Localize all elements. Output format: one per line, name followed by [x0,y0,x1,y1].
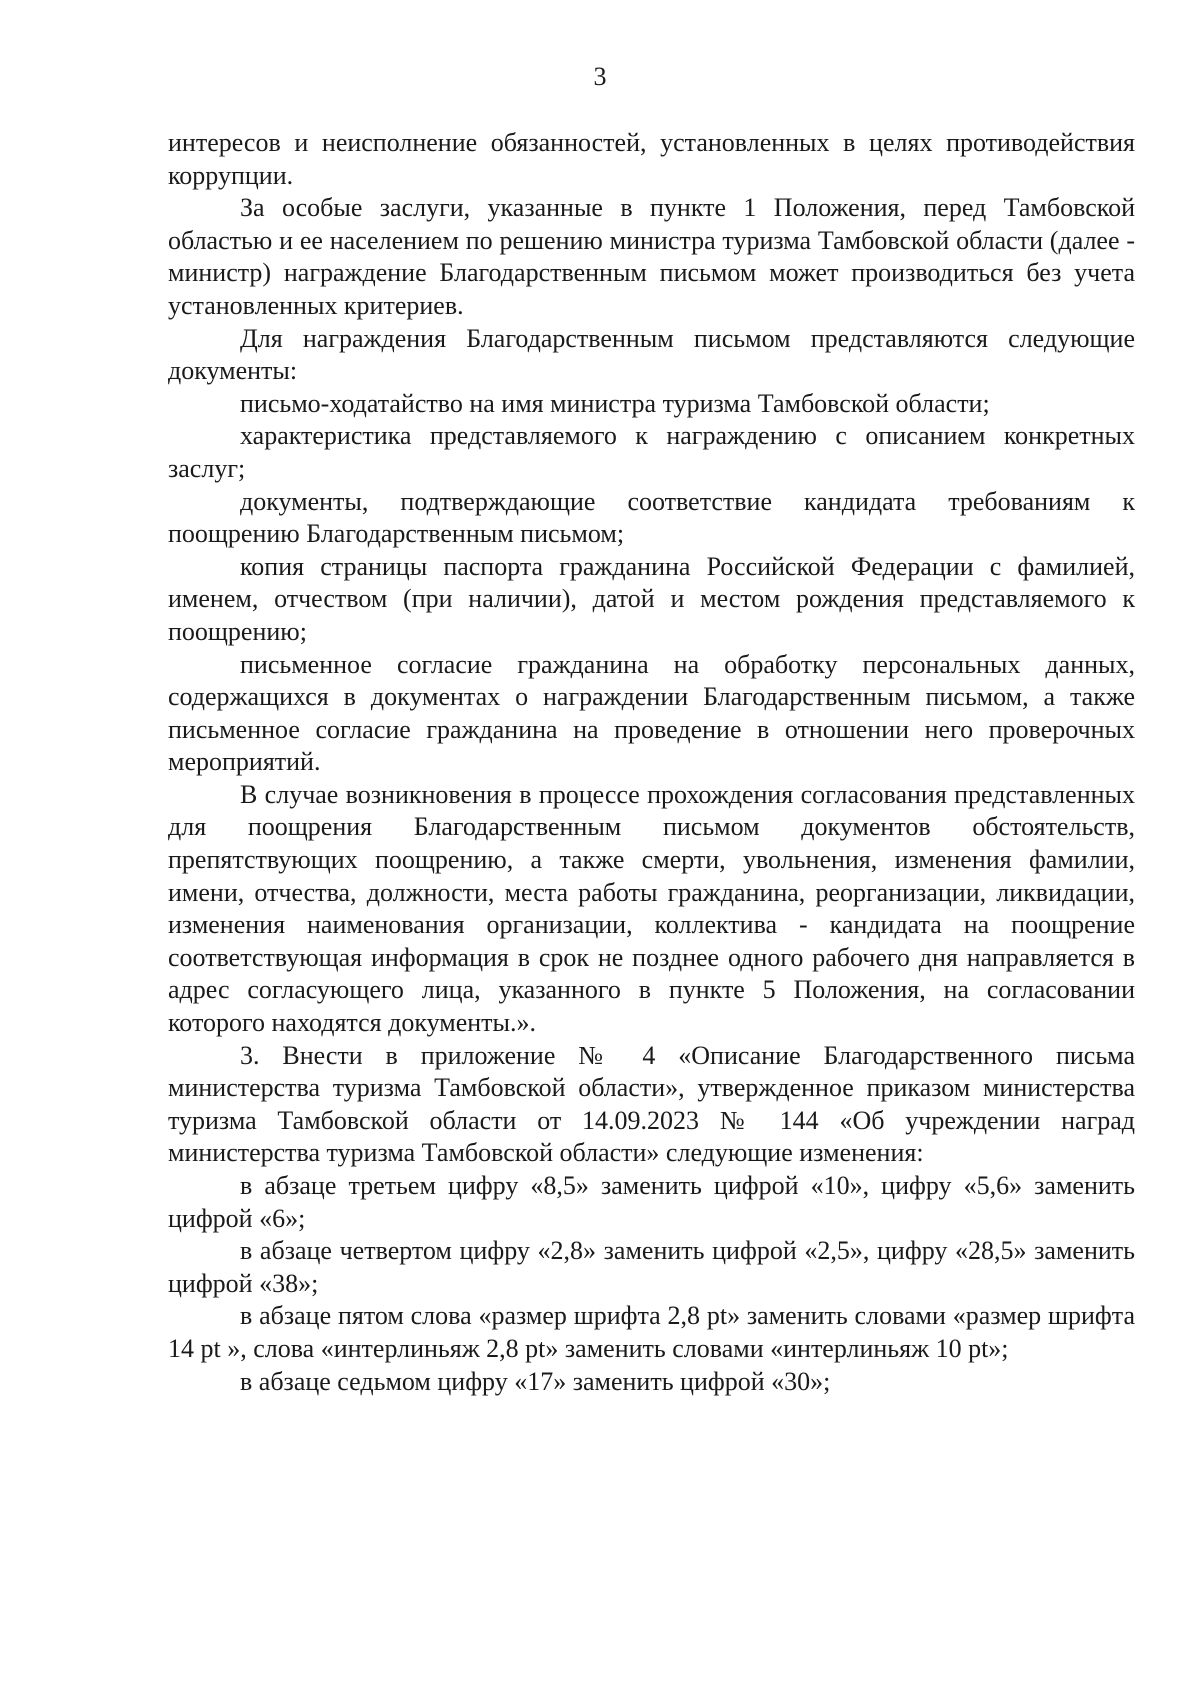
paragraph-item-3-amendments: 3. Внести в приложение № 4 «Описание Благодарственного письма министерства туризма Тамбовской области», утвержденное приказом министерства туризма Тамбовской области от 14.09.2023 № 144 «Об учреждении наград министерства туризма Тамбовской области» следующие изменения: [168,1040,1135,1168]
paragraph-documents-intro: Для награждения Благодарственным письмом представляются следующие документы: [168,323,1135,386]
amendment-paragraph-seven: в абзаце седьмом цифру «17» заменить цифрой «30»; [240,1366,831,1396]
paragraph-special-merits: За особые заслуги, указанные в пункте 1 Положения, перед Тамбовской областью и ее населением по решению министра туризма Тамбовской области (далее - министр) награждение Благодарственным письмом может производиться без учета установленных критериев. [168,193,1135,320]
list-item-characteristic: характеристика представляемого к награждению с описанием конкретных заслуг; [168,421,1135,483]
amendment-paragraph-four: в абзаце четвертом цифру «2,8» заменить цифрой «2,5», цифру «28,5» заменить цифрой «38»; [168,1236,1135,1298]
page-number: 3 [593,62,607,91]
amendment-paragraph-five: в абзаце пятом слова «размер шрифта 2,8 pt» заменить словами «размер шрифта 14 pt », слова «интерлиньяж 2,8 pt» заменить словами «интерлиньяж 10 pt»; [168,1301,1135,1363]
list-item-written-consent: письменное согласие гражданина на обработку персональных данных, содержащихся в документах о награждении Благодарственным письмом, а также письменное согласие гражданина на проведение в отношении него проверочных мероприятий. [168,649,1135,777]
paragraph-circumstances: В случае возникновения в процессе прохождения согласования представленных для поощрения Благодарственным письмом документов обстоятельств, препятствующих поощрению, а также смерти, увольнения, изменения фамилии, имени, отчества, должности, места работы гражданина, реорганизации, ликвидации, изменения наименования организации, коллектива - кандидата на поощрение соответствующая информация в срок не позднее одного рабочего дня направляется в адрес согласующего лица, указанного в пункте 5 Положения, на согласовании которого находятся документы.». [168,779,1135,1038]
list-item-petition-letter: письмо-ходатайство на имя министра туризма Тамбовской области; [240,388,990,418]
list-item-compliance-documents: документы, подтверждающие соответствие кандидата требованиям к поощрению Благодарственным письмом; [168,486,1135,549]
list-item-passport-copy: копия страницы паспорта гражданина Российской Федерации с фамилией, именем, отчеством (при наличии), датой и местом рождения представляемого к поощрению; [168,551,1135,646]
amendment-paragraph-three: в абзаце третьем цифру «8,5» заменить цифрой «10», цифру «5,6» заменить цифрой «6»; [168,1171,1135,1233]
document-body [168,127,1135,1398]
paragraph-anticorruption-continuation: интересов и неисполнение обязанностей, установленных в целях противодействия коррупции. [168,128,1135,190]
